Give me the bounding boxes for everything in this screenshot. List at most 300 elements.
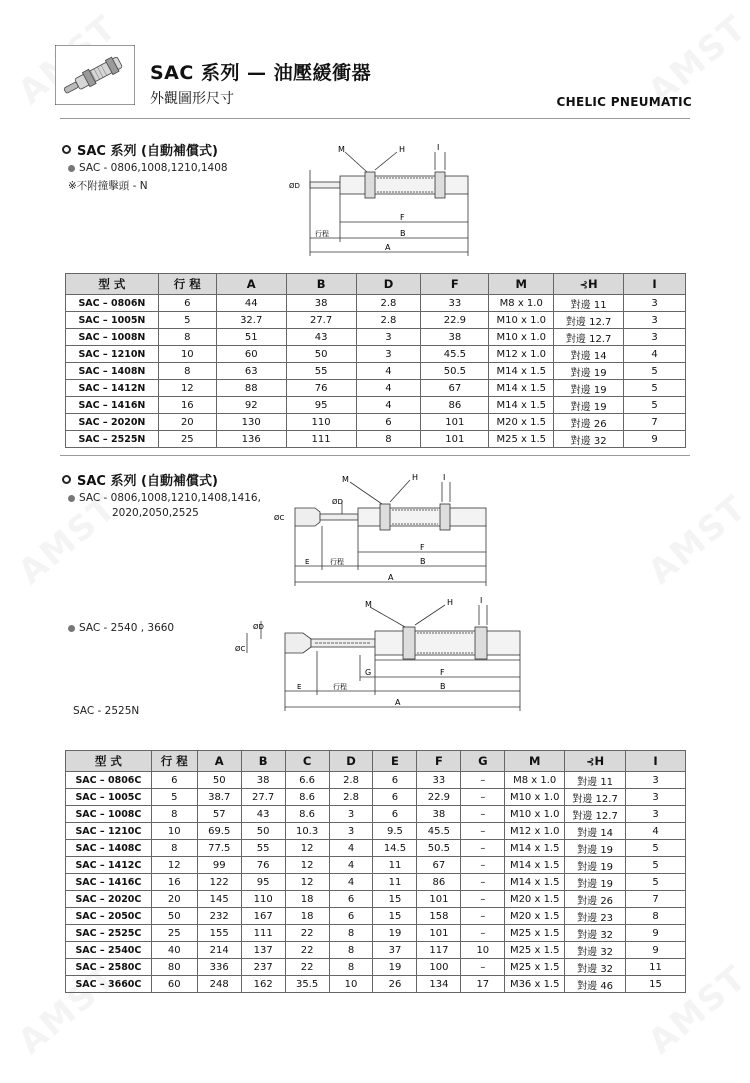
table-cell: 43: [241, 806, 285, 823]
model-cell: SAC – 1210N: [66, 346, 159, 363]
table-cell: 對邊 32: [554, 431, 624, 448]
table-cell: 22.9: [421, 312, 489, 329]
table-cell: 130: [216, 414, 286, 431]
table-cell: 4: [329, 857, 373, 874]
table-cell: M25 x 1.5: [505, 959, 565, 976]
table-cell: 43: [286, 329, 356, 346]
table-cell: 6: [151, 772, 197, 789]
label-i: I: [437, 143, 440, 152]
table-cell: 232: [197, 908, 241, 925]
section2-models-large: SAC - 2540 , 3660: [68, 622, 174, 634]
table-cell: 對邊 11: [565, 772, 626, 789]
table-cell: 5: [626, 840, 686, 857]
table-cell: 50: [197, 772, 241, 789]
table-cell: 122: [197, 874, 241, 891]
label-f: F: [400, 213, 405, 222]
col-b: B: [286, 274, 356, 295]
label-d: ØD: [332, 498, 343, 506]
table-row: [66, 908, 686, 925]
col-e: E: [373, 751, 417, 772]
table-cell: 10: [329, 976, 373, 993]
model-cell: SAC – 1412N: [66, 380, 159, 397]
table-cell: 對邊 11: [554, 295, 624, 312]
table-row: [66, 857, 686, 874]
table-cell: 2.8: [356, 312, 421, 329]
table-cell: 38: [241, 772, 285, 789]
table-cell: 8: [158, 329, 216, 346]
label-b: B: [440, 682, 446, 691]
table-cell: 20: [158, 414, 216, 431]
label-i: I: [480, 596, 483, 605]
table-cell: 12: [285, 840, 329, 857]
table-cell: 18: [285, 891, 329, 908]
table-cell: 3: [624, 295, 686, 312]
table-cell: 10.3: [285, 823, 329, 840]
table-cell: 6: [329, 891, 373, 908]
table-cell: –: [461, 840, 505, 857]
table-cell: 12: [285, 874, 329, 891]
col-model: 型 式: [66, 274, 159, 295]
label-d: ØD: [253, 623, 264, 631]
table-cell: M10 x 1.0: [505, 806, 565, 823]
bullet-dot-icon: [68, 165, 75, 172]
table-row: [66, 380, 686, 397]
col-a: A: [216, 274, 286, 295]
table-cell: M20 x 1.5: [505, 908, 565, 925]
table-cell: 32.7: [216, 312, 286, 329]
table-cell: 對邊 12.7: [565, 806, 626, 823]
table-cell: 3: [626, 806, 686, 823]
model-cell: SAC – 1412C: [66, 857, 152, 874]
table-cell: 10: [461, 942, 505, 959]
table-cell: 12: [151, 857, 197, 874]
table-cell: 117: [417, 942, 461, 959]
table-cell: 76: [286, 380, 356, 397]
table-row: [66, 397, 686, 414]
table-cell: 對邊 46: [565, 976, 626, 993]
table-cell: 2.8: [329, 789, 373, 806]
table-cell: 9: [624, 431, 686, 448]
table-cell: 對邊 19: [565, 857, 626, 874]
table-cell: 88: [216, 380, 286, 397]
model-cell: SAC – 1408N: [66, 363, 159, 380]
section2-models: SAC - 0806,1008,1210,1408,1416,: [68, 492, 261, 504]
label-e: E: [297, 683, 302, 691]
table-cell: M25 x 1.5: [489, 431, 554, 448]
table-cell: 50.5: [421, 363, 489, 380]
table-cell: 50.5: [417, 840, 461, 857]
section-divider: [60, 455, 690, 456]
table-cell: 22: [285, 942, 329, 959]
col-f: F: [417, 751, 461, 772]
table-cell: 9: [626, 942, 686, 959]
table-cell: 8: [329, 925, 373, 942]
model-cell: SAC – 1005C: [66, 789, 152, 806]
label-h: H: [412, 473, 419, 482]
table-row: [66, 823, 686, 840]
spec-table-n: [65, 273, 686, 448]
table-cell: 3: [626, 789, 686, 806]
table-cell: 22: [285, 925, 329, 942]
table-cell: 80: [151, 959, 197, 976]
table-cell: 37: [373, 942, 417, 959]
table-cell: 5: [626, 857, 686, 874]
col-g: G: [461, 751, 505, 772]
label-e: E: [305, 558, 310, 566]
model-cell: SAC – 0806N: [66, 295, 159, 312]
table-row: [66, 891, 686, 908]
table-cell: M8 x 1.0: [489, 295, 554, 312]
table-cell: 214: [197, 942, 241, 959]
table-cell: 27.7: [286, 312, 356, 329]
table-cell: 26: [373, 976, 417, 993]
model-cell: SAC – 3660C: [66, 976, 152, 993]
table-cell: 134: [417, 976, 461, 993]
table-cell: –: [461, 925, 505, 942]
table-cell: M12 x 1.0: [489, 346, 554, 363]
table-cell: 8: [626, 908, 686, 925]
table-cell: M14 x 1.5: [505, 874, 565, 891]
table-cell: M14 x 1.5: [505, 840, 565, 857]
table-cell: 111: [241, 925, 285, 942]
table-cell: 4: [356, 363, 421, 380]
table-cell: 6: [373, 789, 417, 806]
table-cell: 248: [197, 976, 241, 993]
table-cell: 對邊 26: [554, 414, 624, 431]
col-a: A: [197, 751, 241, 772]
table-cell: 25: [151, 925, 197, 942]
model-cell: SAC – 2050C: [66, 908, 152, 925]
table-row: [66, 840, 686, 857]
table-cell: 50: [286, 346, 356, 363]
table-cell: 77.5: [197, 840, 241, 857]
drawing-sac-c-large: [235, 595, 530, 717]
col-model: 型 式: [66, 751, 152, 772]
section1-note: ※不附撞擊頭 - N: [68, 180, 148, 192]
label-stroke: 行程: [315, 230, 329, 238]
table-cell: 8.6: [285, 806, 329, 823]
table-cell: 3: [356, 346, 421, 363]
table-cell: 7: [624, 414, 686, 431]
table-cell: 9.5: [373, 823, 417, 840]
watermark: [641, 487, 750, 592]
table-row: [66, 346, 686, 363]
table-cell: M14 x 1.5: [489, 380, 554, 397]
table-cell: M14 x 1.5: [489, 363, 554, 380]
table-cell: 110: [286, 414, 356, 431]
label-h: H: [447, 598, 454, 607]
table-cell: 76: [241, 857, 285, 874]
table-cell: 22.9: [417, 789, 461, 806]
table-cell: 45.5: [417, 823, 461, 840]
model-cell: SAC – 2020C: [66, 891, 152, 908]
table-header-row: [66, 274, 686, 295]
table-row: [66, 295, 686, 312]
table-cell: 對邊 32: [565, 942, 626, 959]
table-cell: 12: [158, 380, 216, 397]
table-cell: 4: [624, 346, 686, 363]
table-cell: 15: [373, 908, 417, 925]
col-h: ⊰H: [565, 751, 626, 772]
label-b: B: [420, 557, 426, 566]
table-cell: 8: [158, 363, 216, 380]
table-cell: 6: [158, 295, 216, 312]
table-row: [66, 312, 686, 329]
table-cell: 162: [241, 976, 285, 993]
table-cell: 40: [151, 942, 197, 959]
page-subtitle: 外觀圖形尺寸: [150, 91, 234, 107]
table-cell: 4: [356, 380, 421, 397]
table-cell: 10: [151, 823, 197, 840]
table-cell: 5: [626, 874, 686, 891]
label-m: M: [365, 600, 372, 609]
model-cell: SAC – 2525N: [66, 431, 159, 448]
table-cell: –: [461, 772, 505, 789]
table-cell: 95: [241, 874, 285, 891]
table-cell: 44: [216, 295, 286, 312]
col-stroke: 行 程: [158, 274, 216, 295]
model-cell: SAC – 1008C: [66, 806, 152, 823]
label-m: M: [338, 145, 345, 154]
table-cell: 對邊 19: [554, 363, 624, 380]
table-cell: –: [461, 789, 505, 806]
table-row: [66, 789, 686, 806]
table-cell: 27.7: [241, 789, 285, 806]
col-d: D: [356, 274, 421, 295]
table-cell: 對邊 19: [565, 874, 626, 891]
drawing-sac-n: [285, 140, 495, 260]
label-stroke: 行程: [330, 558, 344, 566]
table-cell: 4: [356, 397, 421, 414]
table-cell: 55: [241, 840, 285, 857]
table-cell: 8: [151, 806, 197, 823]
table-cell: M20 x 1.5: [505, 891, 565, 908]
label-f: F: [440, 668, 445, 677]
table-cell: 17: [461, 976, 505, 993]
table-row: [66, 772, 686, 789]
table-cell: 33: [417, 772, 461, 789]
table-row: [66, 363, 686, 380]
table-cell: 6: [356, 414, 421, 431]
section-bullet-icon: [62, 475, 71, 484]
table-cell: 對邊 23: [565, 908, 626, 925]
wrench-icon: ⊰: [586, 757, 595, 768]
drawing-sac-c: [270, 470, 490, 590]
model-cell: SAC – 2540C: [66, 942, 152, 959]
table-cell: 16: [151, 874, 197, 891]
table-cell: 33: [421, 295, 489, 312]
label-m: M: [342, 475, 349, 484]
table-cell: 2.8: [329, 772, 373, 789]
table-cell: 101: [417, 891, 461, 908]
table-cell: M14 x 1.5: [489, 397, 554, 414]
table-cell: 3: [624, 312, 686, 329]
table-cell: 3: [329, 806, 373, 823]
page-title: SAC 系列 — 油壓緩衝器: [150, 62, 372, 84]
table-cell: 55: [286, 363, 356, 380]
table-cell: 10: [158, 346, 216, 363]
table-cell: 111: [286, 431, 356, 448]
table-cell: 35.5: [285, 976, 329, 993]
table-cell: 3: [329, 823, 373, 840]
table-row: [66, 942, 686, 959]
table-cell: 12: [285, 857, 329, 874]
table-cell: 7: [626, 891, 686, 908]
bullet-dot-icon: [68, 495, 75, 502]
label-c: ØC: [235, 645, 246, 653]
table-cell: 50: [151, 908, 197, 925]
table-cell: 92: [216, 397, 286, 414]
table-cell: 6: [329, 908, 373, 925]
table-cell: M25 x 1.5: [505, 925, 565, 942]
table-cell: 38: [286, 295, 356, 312]
table-cell: 38: [421, 329, 489, 346]
table-cell: 對邊 14: [565, 823, 626, 840]
table-cell: M10 x 1.0: [505, 789, 565, 806]
model-cell: SAC – 2020N: [66, 414, 159, 431]
table-cell: 對邊 12.7: [554, 312, 624, 329]
table-cell: 19: [373, 959, 417, 976]
table-row: [66, 925, 686, 942]
label-c: ØC: [274, 514, 285, 522]
section-bullet-icon: [62, 145, 71, 154]
table-cell: 9: [626, 925, 686, 942]
table-cell: M10 x 1.0: [489, 329, 554, 346]
table-cell: 57: [197, 806, 241, 823]
col-c: C: [285, 751, 329, 772]
table-cell: 20: [151, 891, 197, 908]
label-g: G: [365, 668, 372, 677]
table-cell: 167: [241, 908, 285, 925]
table-cell: M20 x 1.5: [489, 414, 554, 431]
header-divider: [60, 118, 690, 119]
table-cell: 18: [285, 908, 329, 925]
table-cell: 110: [241, 891, 285, 908]
table-cell: 86: [421, 397, 489, 414]
table-cell: 11: [373, 857, 417, 874]
label-a: A: [395, 698, 401, 707]
table-row: [66, 431, 686, 448]
model-cell: SAC – 1210C: [66, 823, 152, 840]
table-cell: M25 x 1.5: [505, 942, 565, 959]
col-h: ⊰H: [554, 274, 624, 295]
label-f: F: [420, 543, 425, 552]
table-cell: 5: [624, 363, 686, 380]
table-cell: 15: [626, 976, 686, 993]
col-stroke: 行 程: [151, 751, 197, 772]
col-m: M: [505, 751, 565, 772]
table-cell: 對邊 32: [565, 925, 626, 942]
table-cell: 25: [158, 431, 216, 448]
label-a: A: [388, 573, 394, 582]
table-cell: 6: [373, 806, 417, 823]
label-b: B: [400, 229, 406, 238]
table-row: [66, 414, 686, 431]
table-cell: 5: [624, 380, 686, 397]
table-row: [66, 329, 686, 346]
table-cell: 8: [356, 431, 421, 448]
table-cell: 對邊 14: [554, 346, 624, 363]
table-cell: 101: [421, 431, 489, 448]
model-cell: SAC – 1408C: [66, 840, 152, 857]
table-cell: 95: [286, 397, 356, 414]
model-cell: SAC – 2580C: [66, 959, 152, 976]
table-cell: 45.5: [421, 346, 489, 363]
table-cell: 63: [216, 363, 286, 380]
table-cell: M8 x 1.0: [505, 772, 565, 789]
table-cell: 對邊 19: [554, 397, 624, 414]
table-cell: 8: [329, 942, 373, 959]
model-cell: SAC – 1416N: [66, 397, 159, 414]
table-cell: M36 x 1.5: [505, 976, 565, 993]
table-cell: 155: [197, 925, 241, 942]
col-d: D: [329, 751, 373, 772]
table-cell: 4: [329, 840, 373, 857]
model-cell: SAC – 1005N: [66, 312, 159, 329]
table-cell: 對邊 12.7: [554, 329, 624, 346]
table-cell: 60: [151, 976, 197, 993]
section1-title: SAC 系列 (自動補償式): [62, 140, 218, 159]
table-cell: 101: [421, 414, 489, 431]
col-f: F: [421, 274, 489, 295]
table-cell: 4: [329, 874, 373, 891]
product-shock-absorber-icon: [55, 45, 135, 105]
col-i: I: [626, 751, 686, 772]
table-cell: M10 x 1.0: [489, 312, 554, 329]
table-cell: 237: [241, 959, 285, 976]
table-cell: 5: [624, 397, 686, 414]
table-cell: 14.5: [373, 840, 417, 857]
table-row: [66, 874, 686, 891]
brand-name: CHELIC PNEUMATIC: [556, 95, 692, 109]
table-cell: 對邊 32: [565, 959, 626, 976]
table-cell: 60: [216, 346, 286, 363]
col-m: M: [489, 274, 554, 295]
table-cell: 50: [241, 823, 285, 840]
table-cell: 158: [417, 908, 461, 925]
table-cell: 69.5: [197, 823, 241, 840]
table-cell: –: [461, 874, 505, 891]
table-cell: 3: [626, 772, 686, 789]
label-a: A: [385, 243, 391, 252]
table-cell: –: [461, 823, 505, 840]
spec-table-c: [65, 750, 686, 993]
table-cell: 8: [151, 840, 197, 857]
drawing-caption: SAC - 2525N: [73, 705, 140, 717]
table-cell: M12 x 1.0: [505, 823, 565, 840]
table-cell: 38: [417, 806, 461, 823]
table-cell: 3: [624, 329, 686, 346]
table-cell: 336: [197, 959, 241, 976]
table-cell: 67: [417, 857, 461, 874]
section2-title: SAC 系列 (自動補償式): [62, 470, 218, 489]
table-cell: 5: [151, 789, 197, 806]
table-cell: 99: [197, 857, 241, 874]
model-cell: SAC – 0806C: [66, 772, 152, 789]
table-cell: M14 x 1.5: [505, 857, 565, 874]
table-cell: 19: [373, 925, 417, 942]
table-cell: 4: [626, 823, 686, 840]
section2-models-cont: 2020,2050,2525: [112, 507, 199, 519]
model-cell: SAC – 1008N: [66, 329, 159, 346]
table-cell: 6: [373, 772, 417, 789]
table-cell: 136: [216, 431, 286, 448]
table-cell: 145: [197, 891, 241, 908]
col-b: B: [241, 751, 285, 772]
table-cell: –: [461, 908, 505, 925]
table-cell: 6.6: [285, 772, 329, 789]
model-cell: SAC – 1416C: [66, 874, 152, 891]
